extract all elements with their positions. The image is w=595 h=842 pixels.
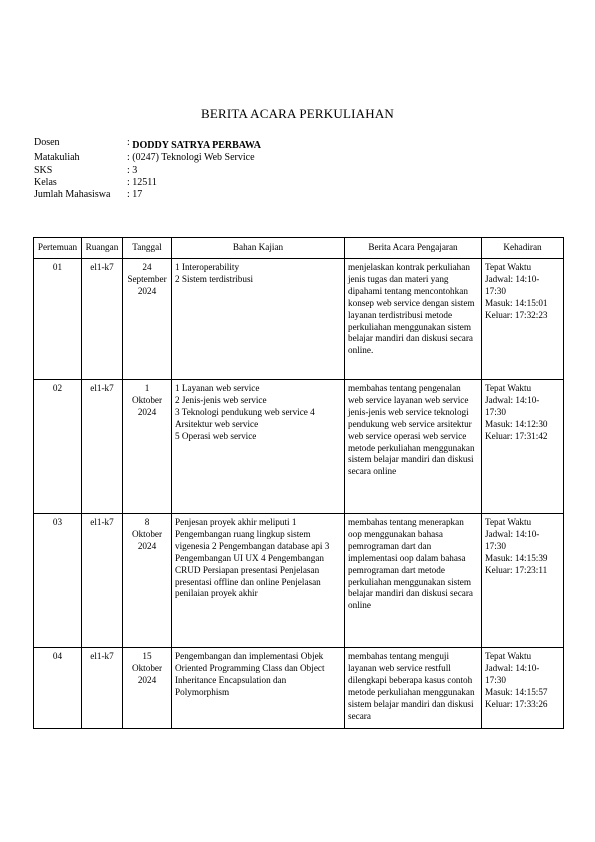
info-colon: : [127,189,130,201]
table-row [34,259,564,380]
tanggal-day: 1 [144,383,150,393]
tanggal-month: September [127,273,167,284]
kehadiran-status: Tepat Waktu [485,651,532,661]
info-row-dosen [34,137,262,152]
tanggal-day: 24 [142,262,152,272]
kehadiran-keluar: Keluar: 17:23:11 [485,564,548,575]
tanggal-month: Oktober [131,394,163,405]
kehadiran-keluar: Keluar: 17:32:23 [485,309,548,320]
cell-kehadiran [482,380,564,514]
info-label: Jumlah Mahasiswa [34,189,111,201]
kehadiran-keluar: Keluar: 17:33:26 [485,698,548,709]
lecture-table [33,237,564,729]
cell-pertemuan: 01 [34,259,82,380]
bahan-item: 2 Jenis-jenis web service [175,394,267,405]
table-row [34,514,564,648]
tanggal-year: 2024 [137,674,157,685]
kehadiran-jadwal: Jadwal: 14:10-17:30 [485,394,540,417]
kehadiran-masuk: Masuk: 14:15:39 [485,552,548,563]
bahan-item: 3 Teknologi pendukung web service 4 Arsitektur web service [175,406,315,429]
info-row-matakuliah [34,152,261,164]
column-header-pertemuan: Pertemuan [34,238,82,259]
column-header-tanggal: Tanggal [123,238,172,259]
bahan-item: 5 Operasi web service [175,430,257,441]
info-row-sks [34,165,261,177]
info-value-matakuliah: (0247) Teknologi Web Service [132,152,255,164]
cell-ruangan: el1-k7 [82,648,123,729]
kehadiran-status: Tepat Waktu [485,383,532,393]
kehadiran-status: Tepat Waktu [485,517,532,527]
kehadiran-jadwal: Jadwal: 14:10-17:30 [485,528,540,551]
cell-kehadiran [482,259,564,380]
column-header-ruangan: Ruangan [82,238,123,259]
tanggal-month: Oktober [131,662,163,673]
cell-kehadiran [482,648,564,729]
cell-pertemuan: 04 [34,648,82,729]
cell-berita-acara: membahas tentang pengenalan web service layanan web service jenis-jenis web service teknologi pendukung web service arsitektur web service operasi web service metode perkuliahan menggunakan sistem belajar mandiri dan diskusi secara online [345,380,482,514]
cell-bahan-kajian [172,259,345,380]
kehadiran-masuk: Masuk: 14:15:01 [485,297,548,308]
info-value-sks: 3 [132,164,138,176]
kehadiran-jadwal: Jadwal: 14:10-17:30 [485,273,540,296]
cell-berita-acara: membahas tentang menguji layanan web service restfull dilengkapi beberapa kasus contoh metode perkuliahan menggunakan sistem belajar mandiri dan diskusi secara [345,648,482,729]
course-info [34,137,262,201]
cell-tanggal [123,380,172,514]
cell-pertemuan: 03 [34,514,82,648]
info-value-kelas: 12511 [132,176,157,188]
document-title: BERITA ACARA PERKULIAHAN [201,106,394,121]
tanggal-day: 15 [142,651,152,661]
bahan-item: 1 Interoperability [175,262,240,272]
info-colon: : [127,152,130,164]
tanggal-year: 2024 [137,285,157,296]
column-header-bahan-kajian: Bahan Kajian [172,238,345,259]
info-row-jumlah-mahasiswa [34,189,261,201]
cell-bahan-kajian: Pengembangan dan implementasi Objek Oriented Programming Class dan Object Inheritance Encapsulation dan Polymorphism [172,648,345,729]
tanggal-day: 8 [144,517,150,527]
kehadiran-keluar: Keluar: 17:31:42 [485,430,548,441]
cell-tanggal [123,259,172,380]
info-colon: : [127,164,130,176]
bahan-item: 1 Layanan web service [175,383,260,393]
info-colon: : [127,137,130,148]
kehadiran-jadwal: Jadwal: 14:10-17:30 [485,662,540,685]
cell-berita-acara: membahas tentang menerapkan oop menggunakan bahasa pemrograman dart dan implementasi oop dalam bahasa pemrograman dart metode perkuliahan menggunakan sistem belajar mandiri dan diskusi secara online [345,514,482,648]
cell-ruangan: el1-k7 [82,259,123,380]
cell-berita-acara: menjelaskan kontrak perkuliahan jenis tugas dan materi yang dipahami tentang mencontohkan konsep web service dengan sistem layanan terdistribusi metode perkuliahan menggunakan sistem belajar mandiri dan diskusi secara online. [345,259,482,380]
tanggal-year: 2024 [137,406,157,417]
info-label: Matakuliah [34,152,80,164]
cell-bahan-kajian: Penjesan proyek akhir meliputi 1 Pengembangan ruang lingkup sistem vigenesia 2 Pengembangan database api 3 Pengembangan UI UX 4 Pengembangan CRUD Persiapan presentasi Penjelasan presentasi offline dan online Penjelasan penilaian proyek akhir [172,514,345,648]
info-row-kelas [34,177,261,189]
cell-bahan-kajian [172,380,345,514]
table-row [34,648,564,729]
cell-tanggal [123,514,172,648]
cell-kehadiran [482,514,564,648]
column-header-berita-acara: Berita Acara Pengajaran [345,238,482,259]
info-label: Kelas [34,176,57,188]
info-value-jumlah: 17 [132,189,143,201]
table-header-row [34,238,564,259]
cell-ruangan: el1-k7 [82,380,123,514]
info-value-dosen: DODDY SATRYA PERBAWA [132,140,262,151]
cell-ruangan: el1-k7 [82,514,123,648]
info-colon: : [127,176,130,188]
cell-pertemuan: 02 [34,380,82,514]
info-label: Dosen [34,137,60,148]
table-row [34,380,564,514]
kehadiran-status: Tepat Waktu [485,262,532,272]
cell-tanggal [123,648,172,729]
column-header-kehadiran: Kehadiran [482,238,564,259]
info-label: SKS [34,164,53,176]
kehadiran-masuk: Masuk: 14:12:30 [485,418,548,429]
bahan-item: 2 Sistem terdistribusi [175,273,254,284]
tanggal-month: Oktober [131,528,163,539]
kehadiran-masuk: Masuk: 14:15:57 [485,686,548,697]
tanggal-year: 2024 [137,540,157,551]
